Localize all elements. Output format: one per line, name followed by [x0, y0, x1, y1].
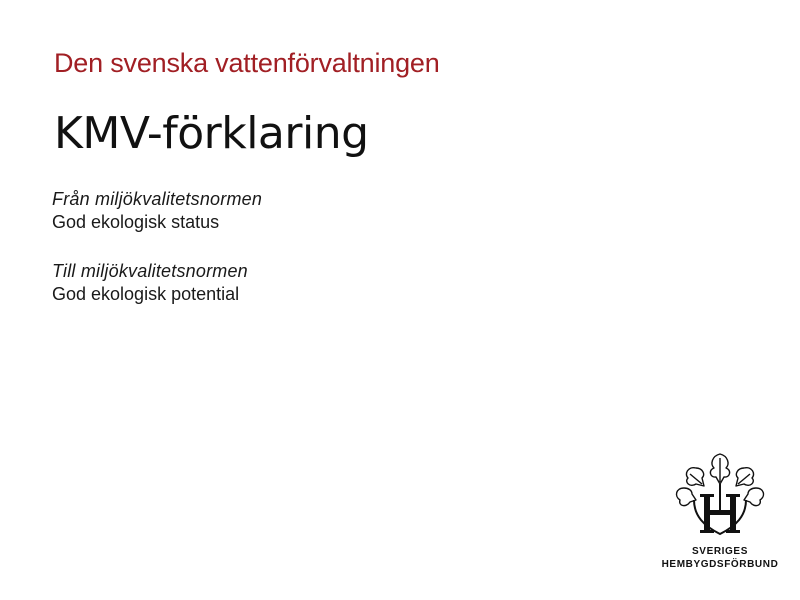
to-standard-value: God ekologisk potential: [52, 284, 240, 304]
from-standard-value: God ekologisk status: [52, 212, 220, 232]
to-standard-label: Till miljökvalitetsnormen: [52, 261, 248, 281]
logo-text-line-2: HEMBYGDSFÖRBUND: [661, 559, 779, 570]
page-title: KMV-förklaring: [54, 108, 369, 159]
from-standard-block: [52, 188, 262, 234]
tree-emblem-icon: [664, 444, 776, 544]
from-standard-label: Från miljökvalitetsnormen: [52, 189, 263, 209]
organization-title: Den svenska vattenförvaltningen: [54, 48, 440, 78]
to-standard-block: [52, 260, 248, 306]
logo-text-line-1: SVERIGES: [692, 546, 748, 557]
hembygdsforbund-logo: [650, 440, 790, 580]
